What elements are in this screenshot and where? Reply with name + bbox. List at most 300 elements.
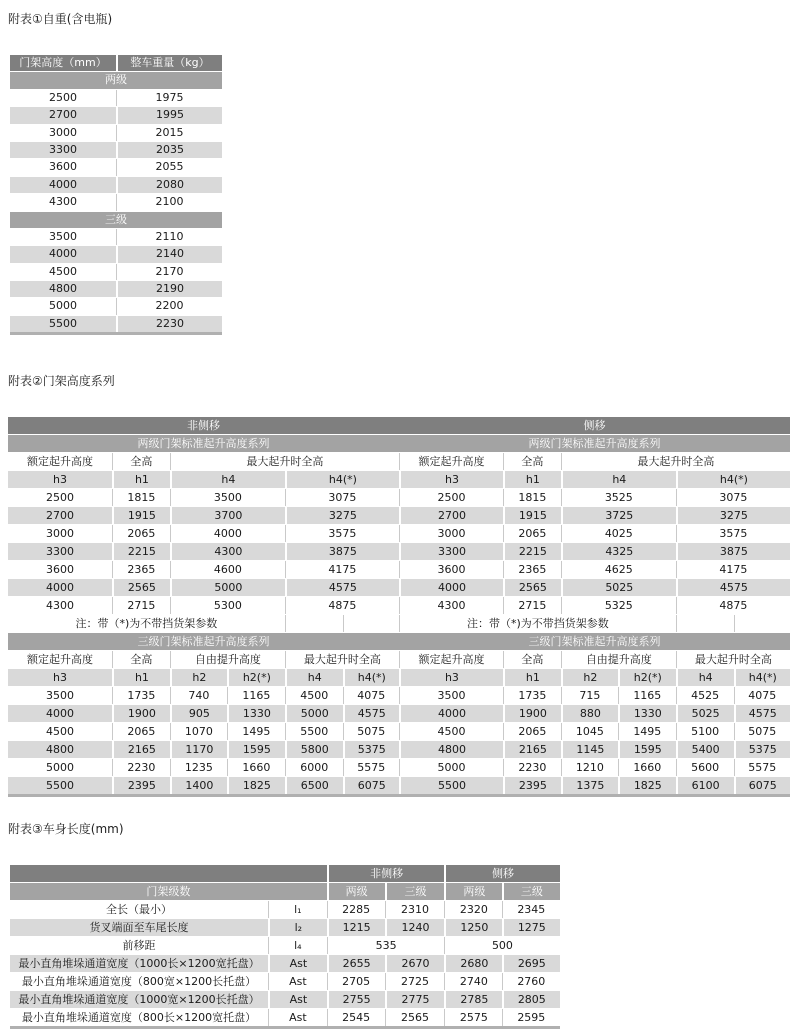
column-header: h4 xyxy=(285,669,343,686)
value-cell: 3875 xyxy=(285,543,399,560)
value-cell: 1495 xyxy=(227,723,285,740)
value-cell: 2565 xyxy=(503,579,561,596)
column-header: 最大起升时全高 xyxy=(285,651,399,668)
value-cell: 3725 xyxy=(561,507,676,524)
table-row xyxy=(8,506,790,524)
value-cell: 1815 xyxy=(112,489,170,506)
value-cell: 5800 xyxy=(285,741,343,758)
value-cell: 1165 xyxy=(227,687,285,704)
value-cell: 2805 xyxy=(502,991,559,1008)
value-cell: 3000 xyxy=(46,527,74,540)
value-cell: 4875 xyxy=(676,597,790,614)
column-header: 门架级数 xyxy=(146,885,191,898)
section-band: 两级门架标准起升高度系列 xyxy=(137,437,270,450)
empty-cell xyxy=(676,615,734,632)
value-cell: 4800 xyxy=(399,741,503,758)
value-cell: 6075 xyxy=(343,777,399,794)
column-header: 最大起升时全高 xyxy=(561,453,790,470)
empty-cell xyxy=(285,615,343,632)
symbol-cell: l₁ xyxy=(268,901,327,918)
value-cell: 2310 xyxy=(385,901,445,918)
table-row xyxy=(10,315,222,332)
value-cell: 2230 xyxy=(503,759,561,776)
value-cell: 4000 xyxy=(399,705,503,722)
value-cell: 5400 xyxy=(676,741,734,758)
value-cell: 1660 xyxy=(227,759,285,776)
group-header-row xyxy=(10,865,560,882)
value-cell: 5000 xyxy=(170,579,285,596)
column-header: h3 xyxy=(53,671,67,684)
value-cell: 1900 xyxy=(503,705,561,722)
table-row xyxy=(10,141,222,158)
value-cell: 2215 xyxy=(503,543,561,560)
value-cell: 2110 xyxy=(116,229,222,245)
table-row xyxy=(8,704,790,722)
value-cell: 1995 xyxy=(116,107,222,123)
column-header: 两级 xyxy=(327,883,385,900)
value-cell: 2165 xyxy=(112,741,170,758)
section-band: 两级 xyxy=(105,73,127,87)
value-cell: 1735 xyxy=(112,687,170,704)
value-cell: 5600 xyxy=(676,759,734,776)
value-cell: 2200 xyxy=(116,298,222,314)
column-header: 自由提升高度 xyxy=(170,651,285,668)
value-cell: 4075 xyxy=(343,687,399,704)
value-cell: 1735 xyxy=(503,687,561,704)
empty-cell xyxy=(734,615,790,632)
value-cell: 905 xyxy=(170,705,227,722)
value-cell: 500 xyxy=(444,937,559,954)
column-header: 额定起升高度 xyxy=(27,455,93,468)
column-header: 整车重量（kg） xyxy=(116,55,222,71)
value-cell: 2395 xyxy=(503,777,561,794)
value-cell: 1215 xyxy=(327,919,385,936)
value-cell: 2725 xyxy=(385,973,445,990)
note-cell: 注：带（*)为不带挡货架参数 xyxy=(399,615,676,632)
value-cell: 3600 xyxy=(46,563,74,576)
value-cell: 4800 xyxy=(49,282,77,296)
column-header: h4 xyxy=(676,669,734,686)
value-cell: 4300 xyxy=(399,597,503,614)
value-cell: 2500 xyxy=(46,491,74,504)
section-band: 三级门架标准起升高度系列 xyxy=(137,635,270,648)
value-cell: 2500 xyxy=(399,489,503,506)
value-cell: 2655 xyxy=(327,955,385,972)
value-cell: 3575 xyxy=(676,525,790,542)
value-cell: 2595 xyxy=(502,1009,559,1026)
value-cell: 4625 xyxy=(561,561,676,578)
column-header: 全高 xyxy=(112,651,170,668)
value-cell: 2320 xyxy=(444,901,502,918)
table-row xyxy=(10,106,222,123)
value-cell: 3075 xyxy=(676,489,790,506)
value-cell: 2700 xyxy=(399,507,503,524)
value-cell: 4175 xyxy=(676,561,790,578)
value-cell: 5000 xyxy=(399,759,503,776)
table-header-row xyxy=(8,452,790,470)
row-label: 前移距 xyxy=(122,939,156,952)
section-band-row xyxy=(10,71,222,88)
column-header: h3 xyxy=(53,473,67,486)
column-header: h1 xyxy=(112,471,170,488)
value-cell: 3500 xyxy=(170,489,285,506)
value-cell: 2775 xyxy=(385,991,445,1008)
value-cell: 5325 xyxy=(561,597,676,614)
table-row xyxy=(10,176,222,193)
value-cell: 1210 xyxy=(561,759,618,776)
value-cell: 3525 xyxy=(561,489,676,506)
table-header-row xyxy=(10,55,222,71)
value-cell: 4500 xyxy=(399,723,503,740)
table-header-row xyxy=(10,882,560,900)
column-header: h3 xyxy=(399,471,503,488)
value-cell: 5500 xyxy=(49,316,77,330)
column-header: 全高 xyxy=(112,453,170,470)
value-cell: 2680 xyxy=(444,955,502,972)
symbol-cell: Ast xyxy=(268,1009,327,1026)
value-cell: 2055 xyxy=(116,159,222,175)
table-row xyxy=(8,758,790,776)
row-label: 最小直角堆垛通道宽度（800长×1200宽托盘） xyxy=(21,1011,257,1024)
table-row xyxy=(8,560,790,578)
table-subheader-row xyxy=(8,668,790,686)
value-cell: 2545 xyxy=(327,1009,385,1026)
value-cell: 6000 xyxy=(285,759,343,776)
value-cell: 2670 xyxy=(385,955,445,972)
table-row xyxy=(10,245,222,262)
table-row xyxy=(8,596,790,614)
value-cell: 2365 xyxy=(112,561,170,578)
group-band: 侧移 xyxy=(444,865,559,882)
value-cell: 4000 xyxy=(46,581,74,594)
column-header: h2 xyxy=(561,669,618,686)
value-cell: 4500 xyxy=(49,264,77,278)
table-row xyxy=(8,722,790,740)
table-row xyxy=(10,89,222,106)
group-band: 侧移 xyxy=(583,419,606,432)
value-cell: 1145 xyxy=(561,741,618,758)
column-header: 两级 xyxy=(444,883,502,900)
value-cell: 5025 xyxy=(561,579,676,596)
value-cell: 2565 xyxy=(385,1009,445,1026)
column-header: h1 xyxy=(503,669,561,686)
value-cell: 3875 xyxy=(676,543,790,560)
value-cell: 2785 xyxy=(444,991,502,1008)
column-header: h4 xyxy=(170,471,285,488)
value-cell: 2065 xyxy=(503,525,561,542)
symbol-cell: Ast xyxy=(268,973,327,990)
value-cell: 3275 xyxy=(285,507,399,524)
value-cell: 3300 xyxy=(46,545,74,558)
symbol-cell: l₂ xyxy=(268,919,327,936)
value-cell: 1170 xyxy=(170,741,227,758)
value-cell: 5075 xyxy=(343,723,399,740)
value-cell: 3000 xyxy=(399,525,503,542)
row-label: 货叉端面至车尾长度 xyxy=(89,921,189,934)
value-cell: 1975 xyxy=(116,90,222,106)
value-cell: 2190 xyxy=(116,281,222,297)
table1-self-weight xyxy=(10,55,222,335)
value-cell: 5000 xyxy=(285,705,343,722)
value-cell: 2395 xyxy=(112,777,170,794)
value-cell: 2065 xyxy=(112,525,170,542)
section-band-row xyxy=(8,434,790,452)
table-row xyxy=(10,954,560,972)
value-cell: 2015 xyxy=(116,125,222,141)
value-cell: 6500 xyxy=(285,777,343,794)
table-row xyxy=(8,542,790,560)
table3-title: 附表③车身长度(mm) xyxy=(8,822,124,836)
table-row xyxy=(8,578,790,596)
value-cell: 2215 xyxy=(112,543,170,560)
value-cell: 2365 xyxy=(503,561,561,578)
value-cell: 1235 xyxy=(170,759,227,776)
value-cell: 2065 xyxy=(112,723,170,740)
column-header: h2(*) xyxy=(227,669,285,686)
table-row xyxy=(8,488,790,506)
column-header: h4(*) xyxy=(343,669,399,686)
value-cell: 4525 xyxy=(676,687,734,704)
value-cell: 4800 xyxy=(46,743,74,756)
value-cell: 535 xyxy=(327,937,445,954)
column-header: h2(*) xyxy=(618,669,676,686)
section-band-row xyxy=(8,632,790,650)
column-header: 全高 xyxy=(503,453,561,470)
table-row xyxy=(10,1008,560,1026)
value-cell: 2760 xyxy=(502,973,559,990)
table-row xyxy=(10,900,560,918)
column-header: 全高 xyxy=(503,651,561,668)
table-header-row xyxy=(8,650,790,668)
value-cell: 3500 xyxy=(49,229,77,243)
value-cell: 740 xyxy=(170,687,227,704)
table-row xyxy=(10,972,560,990)
value-cell: 1825 xyxy=(618,777,676,794)
value-cell: 3600 xyxy=(399,561,503,578)
table-row xyxy=(10,193,222,210)
table-row xyxy=(8,686,790,704)
column-header: h4(*) xyxy=(285,471,399,488)
value-cell: 2575 xyxy=(444,1009,502,1026)
value-cell: 1660 xyxy=(618,759,676,776)
value-cell: 1825 xyxy=(227,777,285,794)
table-row xyxy=(10,124,222,141)
empty-cell xyxy=(343,615,399,632)
column-header: 最大起升时全高 xyxy=(170,453,399,470)
value-cell: 3300 xyxy=(399,543,503,560)
column-header: 门架高度（mm） xyxy=(19,56,107,69)
value-cell: 4300 xyxy=(49,195,77,209)
table-row xyxy=(10,297,222,314)
column-header: 额定起升高度 xyxy=(399,453,503,470)
value-cell: 2065 xyxy=(503,723,561,740)
value-cell: 1915 xyxy=(112,507,170,524)
row-label: 最小直角堆垛通道宽度（800宽×1200长托盘） xyxy=(21,975,257,988)
value-cell: 2285 xyxy=(327,901,385,918)
value-cell: 2705 xyxy=(327,973,385,990)
value-cell: 5075 xyxy=(734,723,790,740)
value-cell: 5100 xyxy=(676,723,734,740)
value-cell: 2230 xyxy=(116,316,222,332)
column-header: h1 xyxy=(112,669,170,686)
value-cell: 4000 xyxy=(170,525,285,542)
value-cell: 3275 xyxy=(676,507,790,524)
value-cell: 3700 xyxy=(170,507,285,524)
value-cell: 1595 xyxy=(227,741,285,758)
column-header: 额定起升高度 xyxy=(399,651,503,668)
column-header: h2 xyxy=(170,669,227,686)
note-cell: 注：带（*)为不带挡货架参数 xyxy=(75,617,218,630)
column-header: 额定起升高度 xyxy=(27,653,93,666)
value-cell: 5575 xyxy=(343,759,399,776)
value-cell: 4575 xyxy=(734,705,790,722)
value-cell: 4575 xyxy=(285,579,399,596)
value-cell: 1330 xyxy=(618,705,676,722)
group-band: 非侧移 xyxy=(327,865,445,882)
value-cell: 4075 xyxy=(734,687,790,704)
value-cell: 1915 xyxy=(503,507,561,524)
value-cell: 2740 xyxy=(444,973,502,990)
value-cell: 2140 xyxy=(116,246,222,262)
column-header: 自由提升高度 xyxy=(561,651,676,668)
value-cell: 3000 xyxy=(49,125,77,139)
value-cell: 1275 xyxy=(502,919,559,936)
symbol-cell: Ast xyxy=(268,991,327,1008)
column-header: h4 xyxy=(561,471,676,488)
table-row xyxy=(10,158,222,175)
value-cell: 4000 xyxy=(49,247,77,261)
column-header: 三级 xyxy=(385,883,445,900)
row-label: 全长（最小） xyxy=(105,903,172,916)
section-band: 两级门架标准起升高度系列 xyxy=(528,437,661,450)
column-header: 最大起升时全高 xyxy=(676,651,790,668)
value-cell: 1250 xyxy=(444,919,502,936)
value-cell: 4000 xyxy=(46,707,74,720)
value-cell: 5300 xyxy=(170,597,285,614)
value-cell: 2165 xyxy=(503,741,561,758)
table-row xyxy=(8,524,790,542)
value-cell: 1375 xyxy=(561,777,618,794)
value-cell: 2230 xyxy=(112,759,170,776)
value-cell: 5375 xyxy=(343,741,399,758)
value-cell: 4000 xyxy=(49,177,77,191)
table-row xyxy=(10,228,222,245)
value-cell: 5000 xyxy=(46,761,74,774)
group-band-row xyxy=(8,417,790,434)
value-cell: 1330 xyxy=(227,705,285,722)
value-cell: 1045 xyxy=(561,723,618,740)
value-cell: 4500 xyxy=(46,725,74,738)
symbol-cell: Ast xyxy=(268,955,327,972)
value-cell: 2695 xyxy=(502,955,559,972)
table2-title: 附表②门架高度系列 xyxy=(8,374,115,388)
value-cell: 2565 xyxy=(112,579,170,596)
value-cell: 1595 xyxy=(618,741,676,758)
empty-cell xyxy=(10,865,327,882)
column-header: h4(*) xyxy=(676,471,790,488)
value-cell: 4025 xyxy=(561,525,676,542)
value-cell: 1400 xyxy=(170,777,227,794)
value-cell: 2715 xyxy=(503,597,561,614)
value-cell: 4875 xyxy=(285,597,399,614)
value-cell: 2755 xyxy=(327,991,385,1008)
value-cell: 3600 xyxy=(49,160,77,174)
value-cell: 4500 xyxy=(285,687,343,704)
table2-mast-heights xyxy=(8,417,790,797)
note-row xyxy=(8,614,790,632)
value-cell: 2170 xyxy=(116,264,222,280)
column-header: h3 xyxy=(399,669,503,686)
table3-body-length xyxy=(10,865,560,1029)
table-row xyxy=(10,918,560,936)
value-cell: 5500 xyxy=(285,723,343,740)
value-cell: 4325 xyxy=(561,543,676,560)
value-cell: 5375 xyxy=(734,741,790,758)
value-cell: 3300 xyxy=(49,142,77,156)
section-band: 三级 xyxy=(105,212,127,226)
value-cell: 6100 xyxy=(676,777,734,794)
value-cell: 2035 xyxy=(116,142,222,158)
value-cell: 5025 xyxy=(676,705,734,722)
value-cell: 2700 xyxy=(46,509,74,522)
value-cell: 2500 xyxy=(49,90,77,104)
value-cell: 5575 xyxy=(734,759,790,776)
value-cell: 1165 xyxy=(618,687,676,704)
value-cell: 2080 xyxy=(116,177,222,193)
value-cell: 5000 xyxy=(49,299,77,313)
table-row xyxy=(10,990,560,1008)
value-cell: 4300 xyxy=(46,599,74,612)
table1-title: 附表①自重(含电瓶) xyxy=(8,12,113,26)
group-band: 非侧移 xyxy=(187,419,220,432)
value-cell: 2715 xyxy=(112,597,170,614)
row-label: 最小直角堆垛通道宽度（1000宽×1200长托盘） xyxy=(18,993,260,1006)
value-cell: 3075 xyxy=(285,489,399,506)
value-cell: 4300 xyxy=(170,543,285,560)
value-cell: 5500 xyxy=(399,777,503,794)
value-cell: 1495 xyxy=(618,723,676,740)
value-cell: 2700 xyxy=(49,108,77,122)
table-row xyxy=(10,280,222,297)
table-row xyxy=(8,776,790,794)
value-cell: 4575 xyxy=(676,579,790,596)
value-cell: 2345 xyxy=(502,901,559,918)
value-cell: 4600 xyxy=(170,561,285,578)
value-cell: 4000 xyxy=(399,579,503,596)
value-cell: 3500 xyxy=(46,689,74,702)
symbol-cell: l₄ xyxy=(268,937,327,954)
value-cell: 3500 xyxy=(399,687,503,704)
row-label: 最小直角堆垛通道宽度（1000长×1200宽托盘） xyxy=(18,957,260,970)
value-cell: 5500 xyxy=(46,779,74,792)
column-header: h1 xyxy=(503,471,561,488)
section-band: 三级门架标准起升高度系列 xyxy=(528,635,661,648)
value-cell: 1900 xyxy=(112,705,170,722)
table-row xyxy=(8,740,790,758)
table-row xyxy=(10,936,560,954)
value-cell: 4175 xyxy=(285,561,399,578)
table-subheader-row xyxy=(8,470,790,488)
value-cell: 3575 xyxy=(285,525,399,542)
table-row xyxy=(10,263,222,280)
value-cell: 715 xyxy=(561,687,618,704)
value-cell: 880 xyxy=(561,705,618,722)
value-cell: 6075 xyxy=(734,777,790,794)
value-cell: 1070 xyxy=(170,723,227,740)
column-header: 三级 xyxy=(502,883,559,900)
value-cell: 4575 xyxy=(343,705,399,722)
value-cell: 1240 xyxy=(385,919,445,936)
